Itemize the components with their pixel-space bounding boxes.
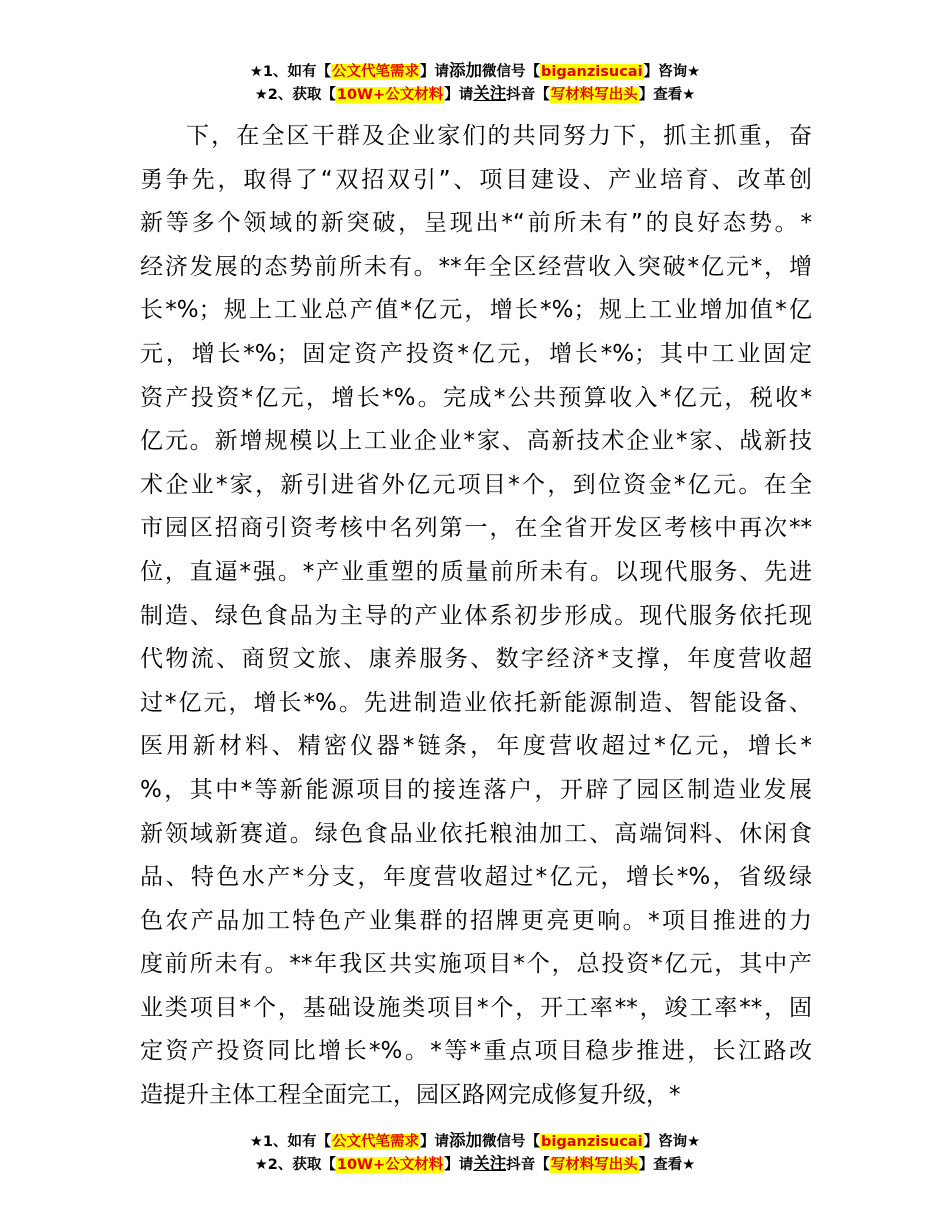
body-line: 新等多个领域的新突破，呈现出*“前所未有”的良好态势。*	[140, 210, 812, 237]
body-line: 代物流、商贸文旅、康养服务、数字经济*支撑，年度营收超	[140, 646, 812, 673]
banner-highlight: 写材料写出头	[550, 87, 638, 103]
body-line: 勇争先，取得了“双招双引”、项目建设、产业培育、改革创	[140, 166, 812, 193]
body-line: 品、特色水产*分支，年度营收超过*亿元，增长*%，省级绿	[140, 864, 812, 891]
banner-text: 抖音【	[506, 1157, 550, 1173]
banner-highlight: 写材料写出头	[550, 1157, 638, 1173]
banner-line-2	[0, 1153, 950, 1176]
body-line: 制造、绿色食品为主导的产业体系初步形成。现代服务依托现	[140, 602, 812, 629]
body-paragraph	[140, 115, 812, 1118]
banner-text: 】请	[444, 1157, 474, 1173]
banner-text: ★2、获取【	[254, 87, 336, 103]
body-line: 下，在全区干群及企业家们的共同努力下，抓主抓重，奋	[186, 123, 812, 149]
body-line: 色农产品加工特色产业集群的招牌更亮更响。*项目推进的力	[140, 907, 812, 934]
banner-highlight: 公文代笔需求	[332, 1134, 420, 1150]
banner-text: ★1、如有【	[249, 1134, 332, 1150]
banner-highlight: 10W+公文材料	[336, 87, 444, 103]
body-line: 经济发展的态势前所未有。**年全区经营收入突破*亿元*，增	[140, 253, 812, 280]
banner-text: 】咨询★	[643, 1134, 701, 1150]
banner-text: 】查看★	[638, 87, 696, 103]
body-line: 长*%；规上工业总产值*亿元，增长*%；规上工业增加值*亿	[140, 297, 812, 324]
body-line: 业类项目*个，基础设施类项目*个，开工率**，竣工率**，固	[140, 994, 812, 1021]
banner-emphasis: 添加	[449, 1131, 483, 1150]
banner-text: 】请	[420, 64, 450, 80]
body-line: 元，增长*%；固定资产投资*亿元，增长*%；其中工业固定	[140, 340, 812, 367]
body-line: 过*亿元，增长*%。先进制造业依托新能源制造、智能设备、	[140, 689, 812, 716]
footer-banner	[0, 1130, 950, 1176]
body-line: 位，直逼*强。*产业重塑的质量前所未有。以现代服务、先进	[140, 558, 812, 585]
body-line: 市园区招商引资考核中名列第一，在全省开发区考核中再次**	[140, 515, 812, 542]
banner-text: 】请	[420, 1134, 450, 1150]
banner-text: 抖音【	[506, 87, 550, 103]
banner-line-2	[0, 83, 950, 106]
banner-text: ★2、获取【	[254, 1157, 336, 1173]
body-line: 术企业*家，新引进省外亿元项目*个，到位资金*亿元。在全	[140, 471, 812, 498]
body-line: 新领域新赛道。绿色食品业依托粮油加工、高端饲料、休闲食	[140, 820, 812, 847]
banner-line-1	[0, 1130, 950, 1153]
banner-highlight: 10W+公文材料	[336, 1157, 444, 1173]
banner-text: 微信号【	[482, 1134, 541, 1150]
body-line: 造提升主体工程全面完工，园区路网完成修复升级，*	[140, 1082, 681, 1109]
body-line: 定资产投资同比增长*%。*等*重点项目稳步推进，长江路改	[140, 1038, 812, 1065]
body-line: 医用新材料、精密仪器*链条，年度营收超过*亿元，增长*	[140, 733, 812, 760]
body-line: 度前所未有。**年我区共实施项目*个，总投资*亿元，其中产	[140, 951, 812, 978]
banner-text: 微信号【	[482, 64, 541, 80]
banner-text: 】请	[444, 87, 474, 103]
banner-highlight: 公文代笔需求	[332, 64, 420, 80]
banner-emphasis: 添加	[449, 61, 483, 80]
banner-highlight: biganzisucai	[541, 1134, 643, 1150]
banner-text: 】咨询★	[643, 64, 701, 80]
body-line: 亿元。新增规模以上工业企业*家、高新技术企业*家、战新技	[140, 428, 812, 455]
body-line: 资产投资*亿元，增长*%。完成*公共预算收入*亿元，税收*	[140, 384, 812, 411]
banner-text: 】查看★	[638, 1157, 696, 1173]
banner-text: ★1、如有【	[249, 64, 332, 80]
body-line: %，其中*等新能源项目的接连落户，开辟了园区制造业发展	[140, 776, 812, 803]
banner-line-1	[0, 60, 950, 83]
banner-highlight: biganzisucai	[541, 64, 643, 80]
banner-emphasis: 关注	[473, 1154, 507, 1173]
header-banner	[0, 60, 950, 106]
banner-emphasis: 关注	[473, 84, 507, 103]
